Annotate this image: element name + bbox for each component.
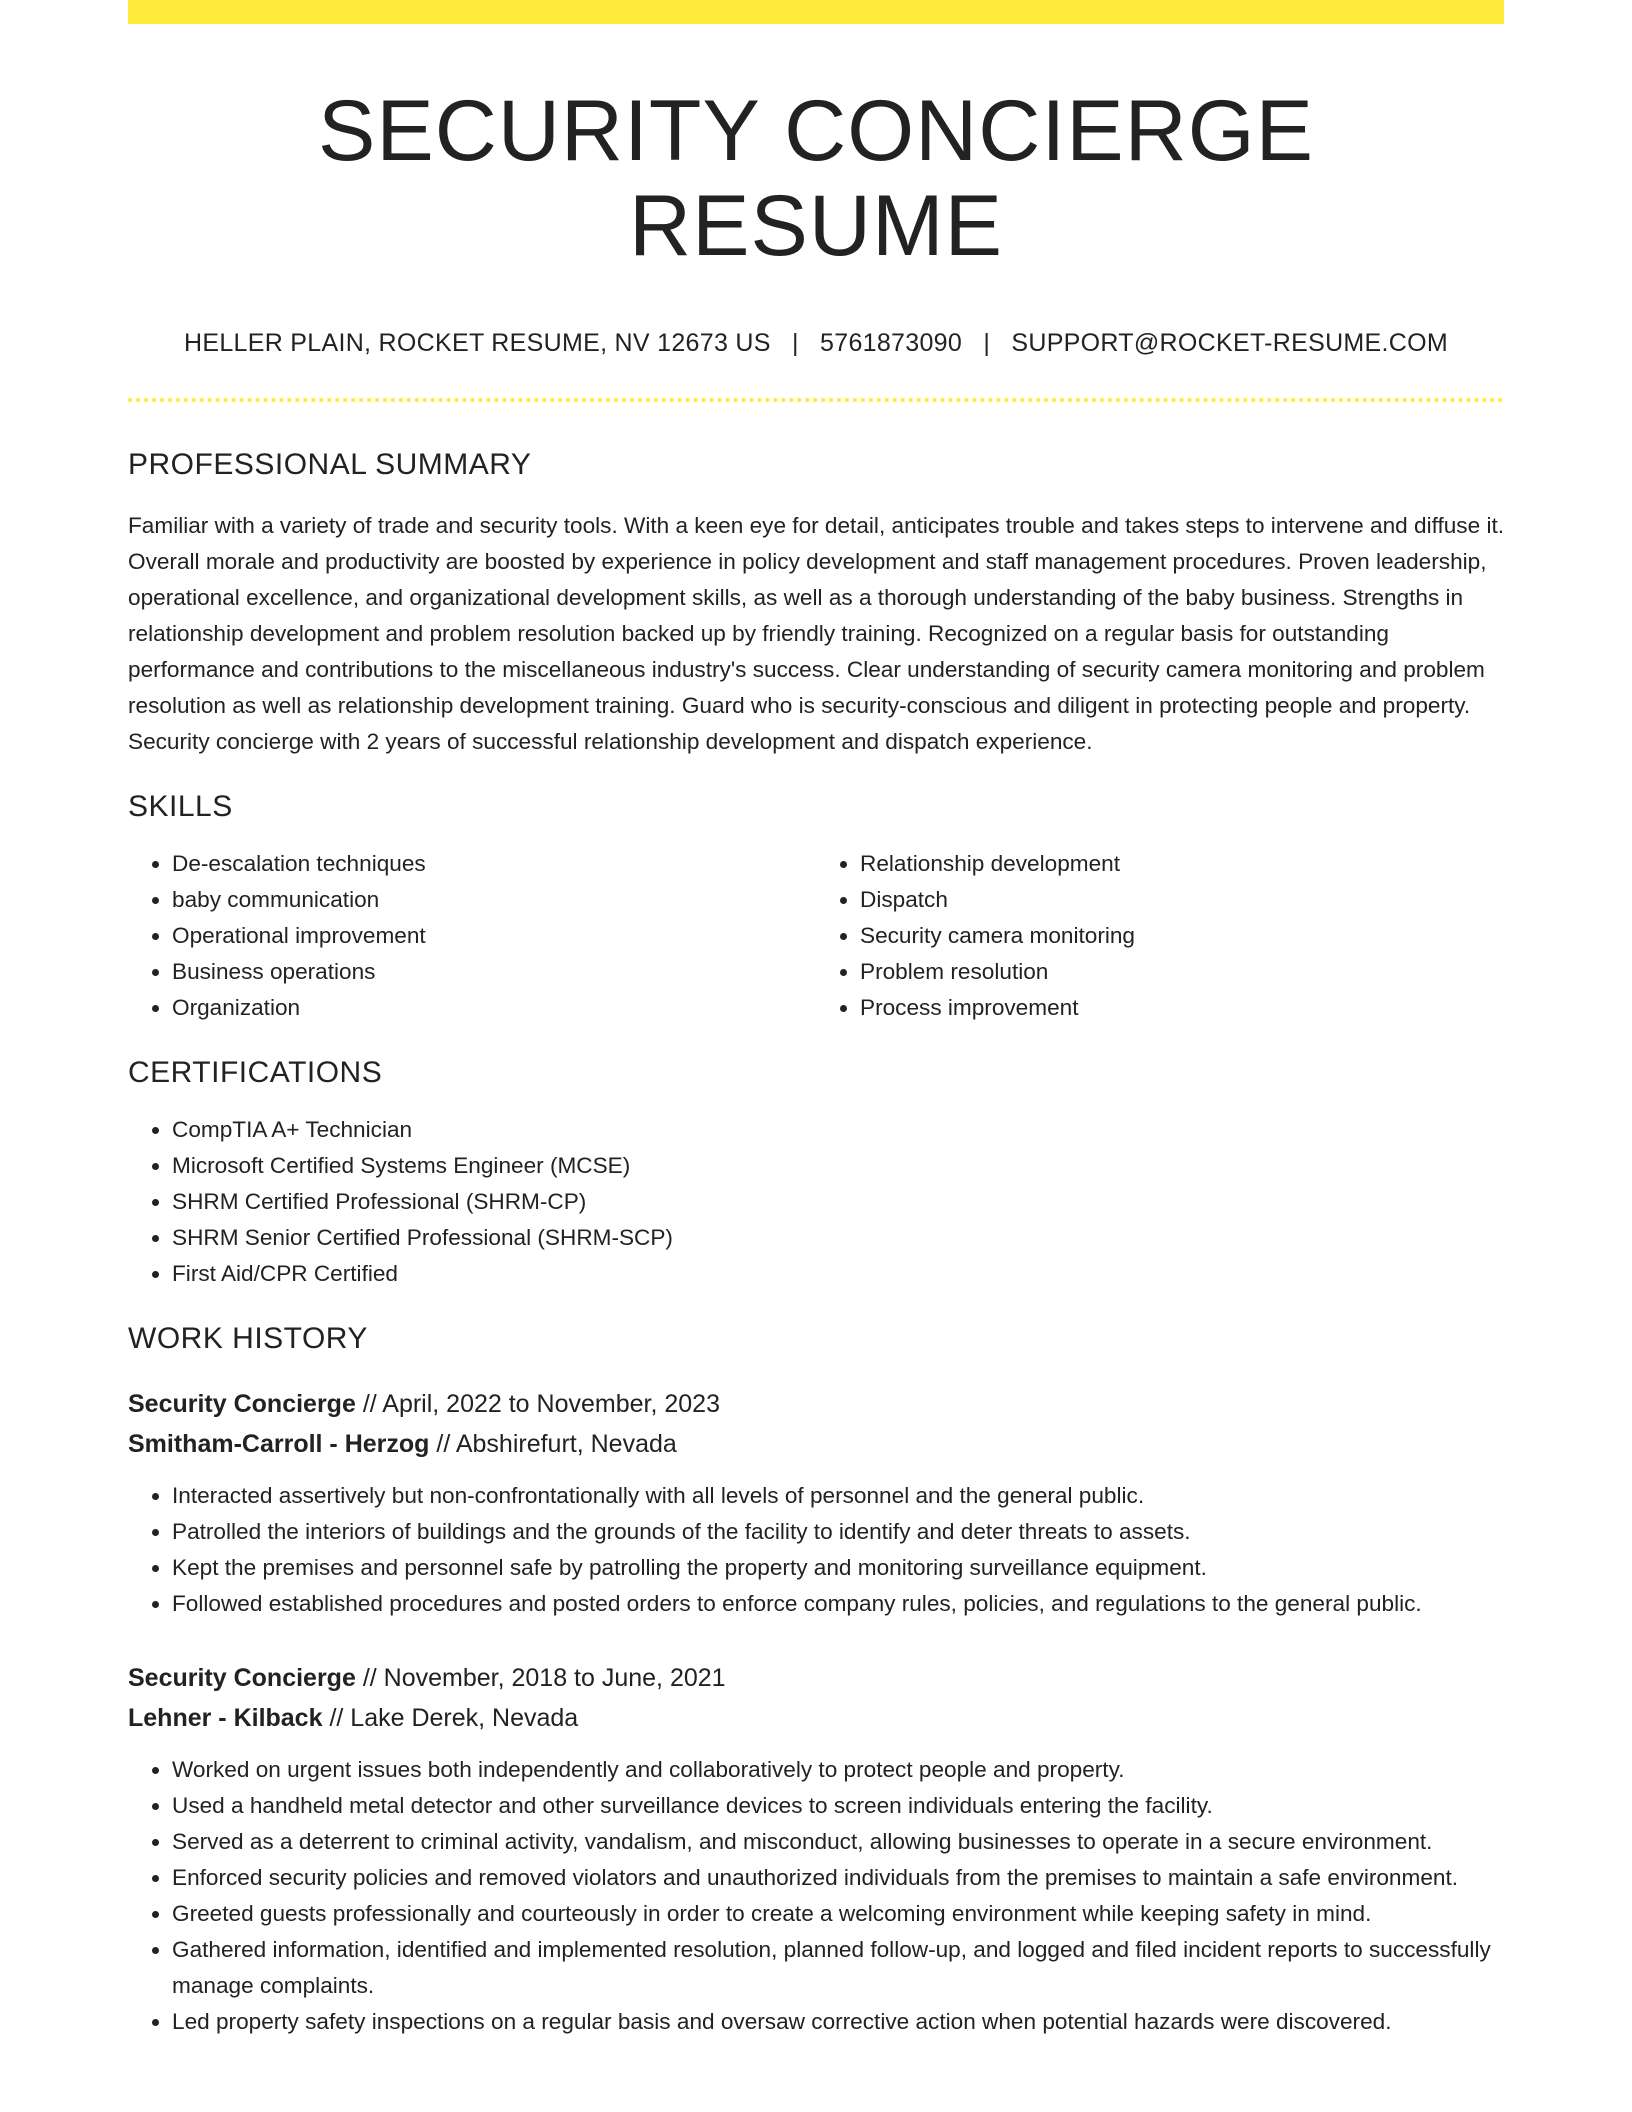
contact-line xyxy=(128,329,1504,358)
skills-heading: SKILLS xyxy=(128,790,233,824)
skill-item: • Security camera monitoring xyxy=(860,918,1504,954)
resume-title: SECURITY CONCIERGE RESUME xyxy=(318,83,1314,274)
job-bullet: • Served as a deterrent to criminal activity, vandalism, and misconduct, allowing businesses to operate in a secure environment. xyxy=(172,1824,1504,1860)
job-bullet: • Followed established procedures and posted orders to enforce company rules, policies, and regulations to the general public. xyxy=(172,1586,1504,1622)
skill-item: • Dispatch xyxy=(860,882,1504,918)
job-role-line xyxy=(128,1658,1504,1698)
job-bullet: • Used a handheld metal detector and other surveillance devices to screen individuals entering the facility. xyxy=(172,1788,1504,1824)
certification-item: • First Aid/CPR Certified xyxy=(172,1256,1504,1292)
job-bullets xyxy=(128,1478,1504,1622)
contact-address: HELLER PLAIN, ROCKET RESUME, NV 12673 US xyxy=(183,329,771,358)
job-bullet: • Led property safety inspections on a regular basis and oversaw corrective action when potential hazards were discovered. xyxy=(172,2004,1504,2040)
skill-item: • Problem resolution xyxy=(860,954,1504,990)
job-location: // Lake Derek, Nevada xyxy=(329,1704,579,1733)
job-bullet: • Kept the premises and personnel safe by patrolling the property and monitoring surveillance equipment. xyxy=(172,1550,1504,1586)
job-role-line xyxy=(128,1384,1504,1424)
accent-top-bar xyxy=(128,0,1504,24)
certification-item: • SHRM Certified Professional (SHRM-CP) xyxy=(172,1184,1504,1220)
job-bullet: • Enforced security policies and removed violators and unauthorized individuals from the premises to maintain a safe environment. xyxy=(172,1860,1504,1896)
job-bullet: • Interacted assertively but non-confrontationally with all levels of personnel and the general public. xyxy=(172,1478,1504,1514)
skill-item: • Organization xyxy=(172,990,816,1026)
certification-item: • SHRM Senior Certified Professional (SHRM-SCP) xyxy=(172,1220,1504,1256)
skill-item: • baby communication xyxy=(172,882,816,918)
job-bullet: • Worked on urgent issues both independently and collaboratively to protect people and property. xyxy=(172,1752,1504,1788)
skill-item: • De-escalation techniques xyxy=(172,846,816,882)
job-location: // Abshirefurt, Nevada xyxy=(436,1430,677,1459)
job-bullets xyxy=(128,1752,1504,2040)
contact-phone: 5761873090 xyxy=(820,329,963,358)
job-bullet: • Patrolled the interiors of buildings and the grounds of the facility to identify and deter threats to assets. xyxy=(172,1514,1504,1550)
certification-item: • Microsoft Certified Systems Engineer (MCSE) xyxy=(172,1148,1504,1184)
job-entry xyxy=(128,1384,1504,1622)
contact-email: SUPPORT@ROCKET-RESUME.COM xyxy=(1011,329,1449,358)
job-company: Smitham-Carroll - Herzog xyxy=(128,1430,430,1459)
skills-right-column xyxy=(816,846,1504,1026)
contact-separator: | xyxy=(791,329,799,358)
skills-grid xyxy=(128,846,1504,1026)
certifications-list xyxy=(128,1112,1504,1292)
job-company-line xyxy=(128,1424,1504,1464)
skill-item: • Relationship development xyxy=(860,846,1504,882)
job-entry xyxy=(128,1658,1504,2040)
job-bullet: • Greeted guests professionally and courteously in order to create a welcoming environment while keeping safety in mind. xyxy=(172,1896,1504,1932)
summary-text: Familiar with a variety of trade and security tools. With a keen eye for detail, anticipates trouble and takes steps to intervene and diffuse it. Overall morale and productivity are boosted by experience in policy development and staff management procedures. Proven leadership, operational excellence, and organizational development skills, as well as a thorough understanding of the baby business. Strengths in relationship development and problem resolution backed up by friendly training. Recognized on a regular basis for outstanding performance and contributions to the miscellaneous industry's success. Clear understanding of security camera monitoring and problem resolution as well as relationship development training. Guard who is security-conscious and diligent in protecting people and property. Security concierge with 2 years of successful relationship development and dispatch experience. xyxy=(128,513,1505,755)
job-dates: // November, 2018 to June, 2021 xyxy=(362,1664,726,1693)
summary-heading: PROFESSIONAL SUMMARY xyxy=(128,448,532,482)
job-company: Lehner - Kilback xyxy=(128,1704,323,1733)
skill-item: • Process improvement xyxy=(860,990,1504,1026)
job-company-line xyxy=(128,1698,1504,1738)
skills-left-column xyxy=(128,846,816,1026)
job-role: Security Concierge xyxy=(128,1664,356,1693)
skill-item: • Business operations xyxy=(172,954,816,990)
skill-item: • Operational improvement xyxy=(172,918,816,954)
job-role: Security Concierge xyxy=(128,1390,356,1419)
job-dates: // April, 2022 to November, 2023 xyxy=(362,1390,720,1419)
certification-item: • CompTIA A+ Technician xyxy=(172,1112,1504,1148)
contact-separator: | xyxy=(983,329,991,358)
resume-page xyxy=(128,0,1504,2040)
dotted-divider xyxy=(128,398,1504,402)
job-bullet: • Gathered information, identified and implemented resolution, planned follow-up, and logged and filed incident reports to successfully manage complaints. xyxy=(172,1932,1504,2004)
work-history-heading: WORK HISTORY xyxy=(128,1322,368,1356)
certifications-heading: CERTIFICATIONS xyxy=(128,1056,383,1090)
